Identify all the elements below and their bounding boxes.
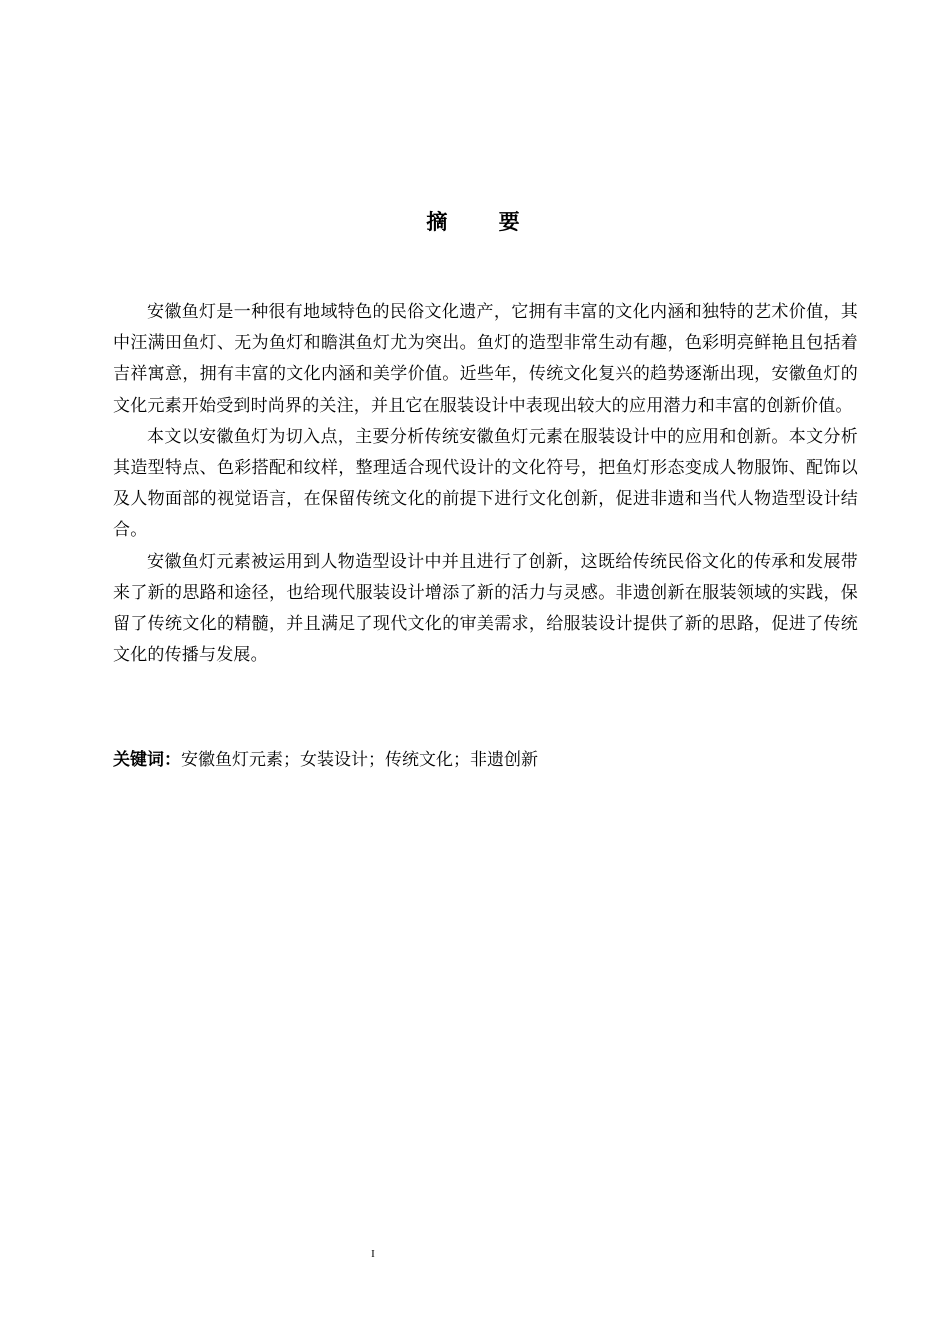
abstract-paragraph-2: 本文以安徽鱼灯为切入点，主要分析传统安徽鱼灯元素在服装设计中的应用和创新。本文分析其造型特点、色彩搭配和纹样，整理适合现代设计的文化符号，把鱼灯形态变成人物服饰、配饰以及人物面部的视觉语言，在保留传统文化的前提下进行文化创新，促进非遗和当代人物造型设计结合。	[113, 426, 858, 541]
keywords-line	[113, 745, 858, 776]
keywords-list: 安徽鱼灯元素；女装设计；传统文化；非遗创新	[181, 750, 538, 770]
abstract-paragraph-3: 安徽鱼灯元素被运用到人物造型设计中并且进行了创新，这既给传统民俗文化的传承和发展带来了新的思路和途径，也给现代服装设计增添了新的活力与灵感。非遗创新在服装领域的实践，保留了传统文化的精髓，并且满足了现代文化的审美需求，给服装设计提供了新的思路，促进了传统文化的传播与发展。	[113, 551, 858, 666]
abstract-paragraph-1: 安徽鱼灯是一种很有地域特色的民俗文化遗产，它拥有丰富的文化内涵和独特的艺术价值，其中汪满田鱼灯、无为鱼灯和瞻淇鱼灯尤为突出。鱼灯的造型非常生动有趣，色彩明亮鲜艳且包括着吉祥寓意，拥有丰富的文化内涵和美学价值。近些年，传统文化复兴的趋势逐渐出现，安徽鱼灯的文化元素开始受到时尚界的关注，并且它在服装设计中表现出较大的应用潜力和丰富的创新价值。	[113, 302, 858, 416]
abstract-title: 摘 要	[426, 210, 542, 234]
page-number: I	[371, 1248, 375, 1260]
keywords-label: 关键词：	[113, 750, 181, 770]
abstract-body	[113, 297, 858, 671]
